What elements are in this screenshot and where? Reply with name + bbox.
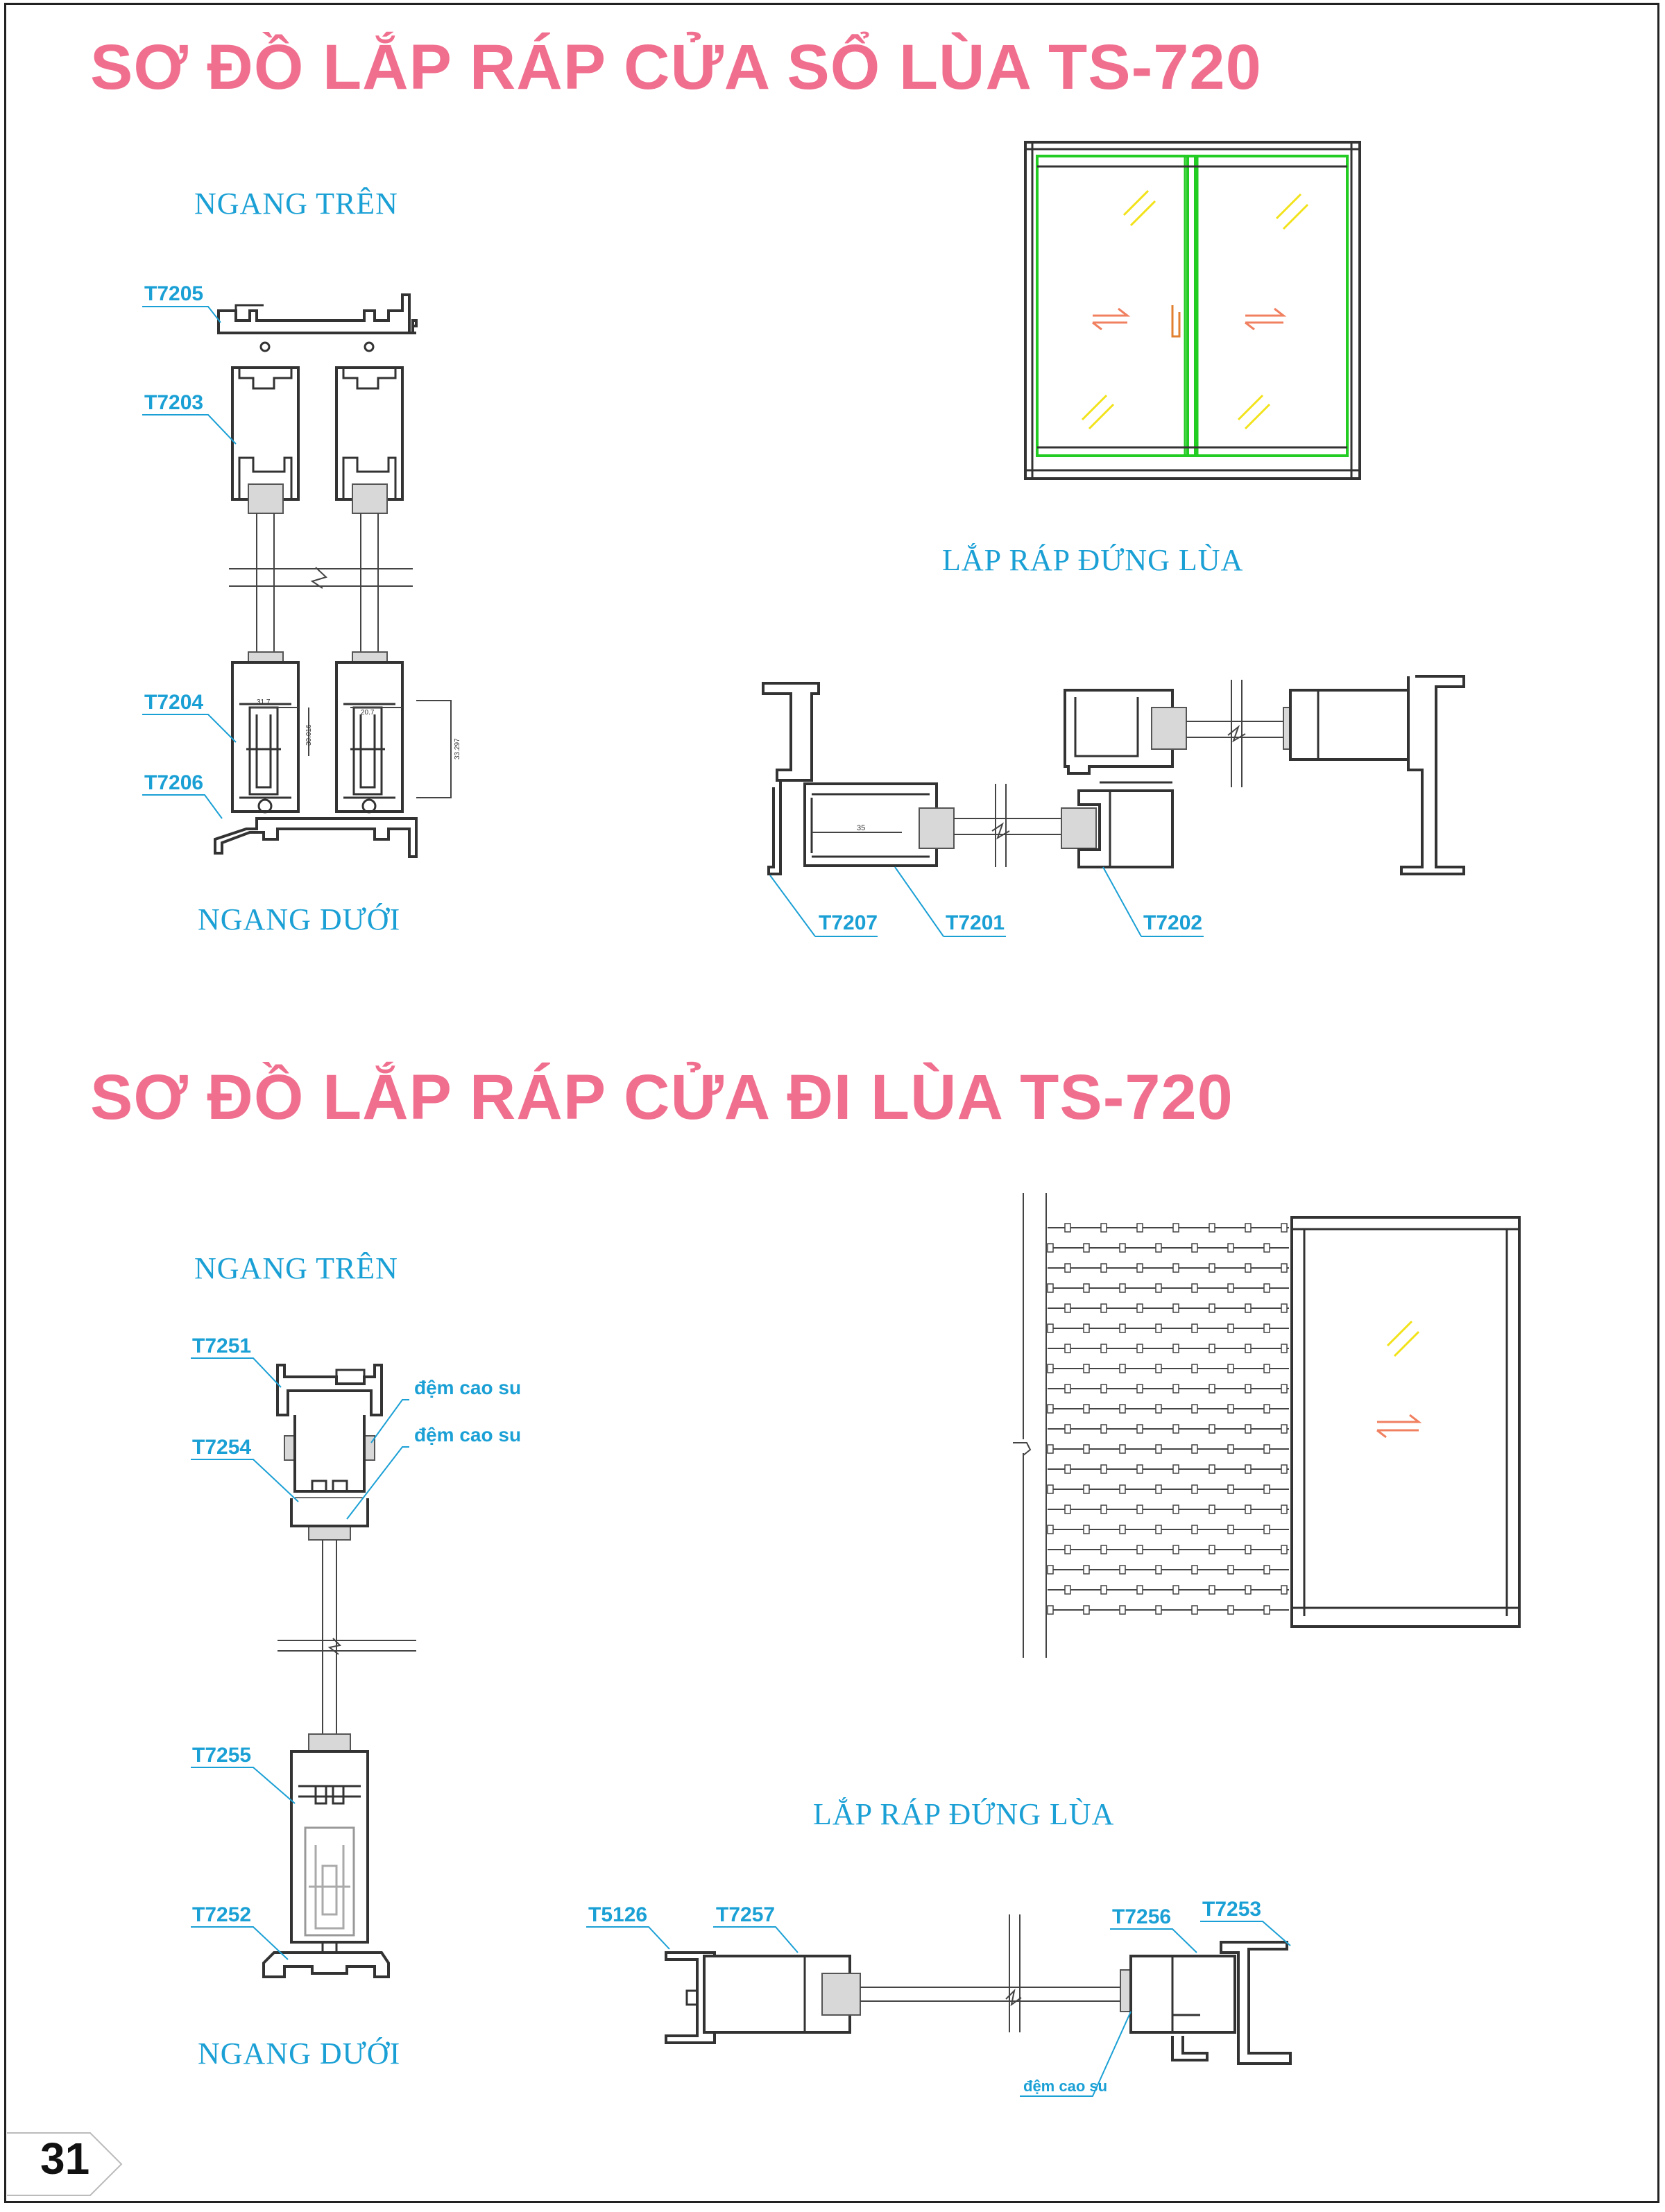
brick-joint: [1065, 1344, 1070, 1353]
brick-joint: [1048, 1606, 1053, 1614]
brick-joint: [1084, 1244, 1089, 1252]
code-t7257: T7257: [716, 1903, 776, 1926]
brick-joint: [1192, 1284, 1197, 1292]
brick-joint: [1084, 1566, 1089, 1574]
code-t7254: T7254: [192, 1436, 252, 1459]
window-callouts: [142, 282, 236, 818]
brick-joint: [1192, 1566, 1197, 1574]
brick-joint: [1281, 1304, 1287, 1312]
brick-joint: [1245, 1304, 1251, 1312]
door-elevation: [1013, 1193, 1519, 1658]
brick-joint: [1048, 1284, 1053, 1292]
brick-joint: [1048, 1566, 1053, 1574]
window-elevation: [1025, 142, 1360, 479]
brick-joint: [1281, 1505, 1287, 1514]
brick-joint: [1048, 1485, 1053, 1493]
dim-35: 35: [857, 824, 866, 832]
brick-joint: [1120, 1485, 1125, 1493]
brick-joint: [1173, 1586, 1179, 1594]
brick-joint: [1281, 1264, 1287, 1272]
brick-joint: [1137, 1425, 1143, 1433]
code-t7201: T7201: [946, 911, 1005, 934]
brick-joint: [1156, 1445, 1161, 1453]
brick-joint: [1228, 1525, 1233, 1534]
brick-joint: [1156, 1525, 1161, 1534]
brick-joint: [1264, 1284, 1270, 1292]
brick-joint: [1245, 1425, 1251, 1433]
door-bottom-rail-label: NGANG DƯỚI: [198, 2037, 401, 2070]
code-t7207: T7207: [819, 911, 878, 934]
brick-joint: [1209, 1384, 1215, 1393]
brick-joint: [1173, 1384, 1179, 1393]
brick-joint: [1245, 1505, 1251, 1514]
brick-joint: [1137, 1264, 1143, 1272]
brick-joint: [1156, 1485, 1161, 1493]
brick-joint: [1120, 1445, 1125, 1453]
brick-joint: [1192, 1485, 1197, 1493]
brick-joint: [1084, 1405, 1089, 1413]
brick-joint: [1065, 1224, 1070, 1232]
brick-joint: [1120, 1606, 1125, 1614]
brick-joint: [1101, 1505, 1107, 1514]
brick-joint: [1065, 1304, 1070, 1312]
brick-joint: [1173, 1224, 1179, 1232]
code-t7253: T7253: [1202, 1898, 1262, 1921]
brick-joint: [1137, 1224, 1143, 1232]
code-t7252: T7252: [192, 1903, 252, 1926]
brick-joint: [1101, 1344, 1107, 1353]
brick-joint: [1065, 1465, 1070, 1473]
brick-joint: [1065, 1384, 1070, 1393]
brick-joint: [1048, 1525, 1053, 1534]
brick-joint: [1245, 1344, 1251, 1353]
brick-joint: [1101, 1304, 1107, 1312]
brick-joint: [1137, 1465, 1143, 1473]
brick-joint: [1245, 1264, 1251, 1272]
brick-joint: [1173, 1465, 1179, 1473]
brick-joint: [1209, 1425, 1215, 1433]
brick-joint: [1101, 1425, 1107, 1433]
code-t7204: T7204: [144, 691, 204, 714]
brick-joint: [1192, 1525, 1197, 1534]
brick-joint: [1065, 1545, 1070, 1554]
brick-joint: [1120, 1525, 1125, 1534]
brick-wall: [1048, 1224, 1289, 1614]
dim-30-016: 30.016: [305, 724, 313, 746]
brick-joint: [1228, 1324, 1233, 1332]
brick-joint: [1137, 1505, 1143, 1514]
door-vertical-section: [666, 1914, 1290, 2064]
brick-joint: [1084, 1445, 1089, 1453]
brick-joint: [1264, 1606, 1270, 1614]
door-horizontal-section: [264, 1365, 416, 1977]
code-t7255: T7255: [192, 1744, 252, 1767]
brick-joint: [1065, 1505, 1070, 1514]
brick-joint: [1281, 1586, 1287, 1594]
brick-joint: [1084, 1284, 1089, 1292]
brick-joint: [1264, 1566, 1270, 1574]
brick-joint: [1173, 1304, 1179, 1312]
window-top-rail-label: NGANG TRÊN: [194, 187, 398, 221]
window-vertical-callouts: [770, 867, 1204, 936]
brick-joint: [1228, 1284, 1233, 1292]
brick-joint: [1192, 1606, 1197, 1614]
window-vertical-section: [763, 676, 1464, 874]
code-t7206: T7206: [144, 771, 204, 794]
brick-joint: [1101, 1224, 1107, 1232]
gasket-label-1: đệm cao su: [414, 1377, 522, 1398]
brick-joint: [1156, 1364, 1161, 1373]
brick-joint: [1173, 1545, 1179, 1554]
brick-joint: [1084, 1525, 1089, 1534]
brick-joint: [1192, 1405, 1197, 1413]
brick-joint: [1228, 1445, 1233, 1453]
brick-joint: [1192, 1445, 1197, 1453]
brick-joint: [1065, 1264, 1070, 1272]
brick-joint: [1048, 1244, 1053, 1252]
brick-joint: [1137, 1545, 1143, 1554]
brick-joint: [1065, 1425, 1070, 1433]
dim-31-7: 31.7: [257, 698, 271, 706]
window-horizontal-section: [215, 295, 461, 857]
page-number: 31: [40, 2134, 90, 2184]
brick-joint: [1120, 1566, 1125, 1574]
gasket-label-3: đệm cao su: [1023, 2077, 1108, 2095]
brick-joint: [1084, 1485, 1089, 1493]
brick-joint: [1084, 1606, 1089, 1614]
brick-joint: [1228, 1405, 1233, 1413]
brick-joint: [1173, 1505, 1179, 1514]
window-bottom-rail-label: NGANG DƯỚI: [198, 902, 401, 936]
brick-joint: [1120, 1244, 1125, 1252]
brick-joint: [1228, 1566, 1233, 1574]
door-top-rail-label: NGANG TRÊN: [194, 1251, 398, 1285]
brick-joint: [1101, 1586, 1107, 1594]
brick-joint: [1209, 1465, 1215, 1473]
brick-joint: [1101, 1384, 1107, 1393]
dim-20-7: 20.7: [361, 709, 375, 717]
brick-joint: [1101, 1465, 1107, 1473]
brick-joint: [1173, 1344, 1179, 1353]
brick-joint: [1120, 1405, 1125, 1413]
brick-joint: [1084, 1324, 1089, 1332]
brick-joint: [1209, 1545, 1215, 1554]
brick-joint: [1048, 1324, 1053, 1332]
brick-joint: [1228, 1606, 1233, 1614]
brick-joint: [1048, 1405, 1053, 1413]
brick-joint: [1156, 1405, 1161, 1413]
brick-joint: [1281, 1425, 1287, 1433]
brick-joint: [1192, 1324, 1197, 1332]
window-title: SƠ ĐỒ LẮP RÁP CỬA SỔ LÙA TS-720: [90, 32, 1262, 103]
brick-joint: [1245, 1545, 1251, 1554]
brick-joint: [1209, 1344, 1215, 1353]
brick-joint: [1281, 1384, 1287, 1393]
brick-joint: [1156, 1284, 1161, 1292]
brick-joint: [1228, 1244, 1233, 1252]
brick-joint: [1209, 1224, 1215, 1232]
brick-joint: [1156, 1566, 1161, 1574]
brick-joint: [1048, 1364, 1053, 1373]
code-t7251: T7251: [192, 1335, 252, 1357]
brick-joint: [1245, 1586, 1251, 1594]
window-vertical-label: LẮP RÁP ĐỨNG LÙA: [942, 543, 1244, 577]
brick-joint: [1264, 1244, 1270, 1252]
brick-joint: [1101, 1545, 1107, 1554]
brick-joint: [1228, 1364, 1233, 1373]
brick-joint: [1156, 1606, 1161, 1614]
brick-joint: [1245, 1384, 1251, 1393]
code-t7256: T7256: [1112, 1905, 1172, 1928]
brick-joint: [1173, 1425, 1179, 1433]
brick-joint: [1264, 1324, 1270, 1332]
brick-joint: [1228, 1485, 1233, 1493]
brick-joint: [1264, 1525, 1270, 1534]
brick-joint: [1137, 1384, 1143, 1393]
brick-joint: [1137, 1304, 1143, 1312]
brick-joint: [1209, 1264, 1215, 1272]
brick-joint: [1120, 1284, 1125, 1292]
brick-joint: [1065, 1586, 1070, 1594]
brick-joint: [1137, 1586, 1143, 1594]
gasket-label-2: đệm cao su: [414, 1424, 522, 1446]
door-vertical-label: LẮP RÁP ĐỨNG LÙA: [813, 1797, 1115, 1831]
code-t7205: T7205: [144, 282, 204, 305]
dim-33-297: 33.297: [454, 738, 461, 760]
brick-joint: [1192, 1244, 1197, 1252]
brick-joint: [1281, 1224, 1287, 1232]
brick-joint: [1173, 1264, 1179, 1272]
brick-joint: [1264, 1485, 1270, 1493]
brick-joint: [1137, 1344, 1143, 1353]
brick-joint: [1101, 1264, 1107, 1272]
brick-joint: [1120, 1324, 1125, 1332]
brick-joint: [1245, 1224, 1251, 1232]
brick-joint: [1245, 1465, 1251, 1473]
code-t7203: T7203: [144, 391, 204, 414]
code-t5126: T5126: [588, 1903, 648, 1926]
brick-joint: [1209, 1304, 1215, 1312]
brick-joint: [1156, 1244, 1161, 1252]
brick-joint: [1048, 1445, 1053, 1453]
brick-joint: [1209, 1505, 1215, 1514]
brick-joint: [1192, 1364, 1197, 1373]
brick-joint: [1281, 1465, 1287, 1473]
brick-joint: [1264, 1364, 1270, 1373]
brick-joint: [1264, 1405, 1270, 1413]
brick-joint: [1156, 1324, 1161, 1332]
brick-joint: [1209, 1586, 1215, 1594]
brick-joint: [1264, 1445, 1270, 1453]
brick-joint: [1084, 1364, 1089, 1373]
code-t7202: T7202: [1143, 911, 1203, 934]
brick-joint: [1120, 1364, 1125, 1373]
brick-joint: [1281, 1545, 1287, 1554]
brick-joint: [1281, 1344, 1287, 1353]
door-title: SƠ ĐỒ LẮP RÁP CỬA ĐI LÙA TS-720: [90, 1062, 1233, 1133]
